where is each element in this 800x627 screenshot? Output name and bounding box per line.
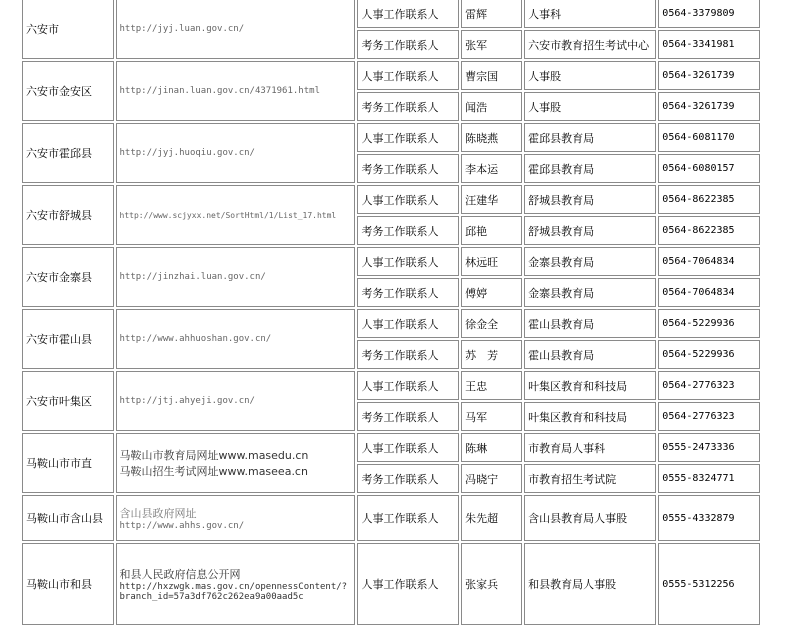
website-link[interactable]: http://jinzhai.luan.gov.cn/ <box>116 247 356 307</box>
role-cell: 人事工作联系人 <box>357 247 459 276</box>
phone-cell: 0564-7064834 <box>658 247 760 276</box>
name-cell: 汪建华 <box>461 185 522 214</box>
table-row <box>22 61 760 90</box>
website-link[interactable]: http://www.scjyxx.net/SortHtml/1/List_17.html <box>116 185 356 245</box>
name-cell: 徐金全 <box>461 309 522 338</box>
department-cell: 六安市教育招生考试中心 <box>524 30 656 59</box>
table-row <box>22 247 760 276</box>
role-cell: 人事工作联系人 <box>357 495 459 541</box>
region-cell: 马鞍山市市直 <box>22 433 114 493</box>
role-cell: 考务工作联系人 <box>357 402 459 431</box>
department-cell: 霍邱县教育局 <box>524 154 656 183</box>
name-cell: 张军 <box>461 30 522 59</box>
role-cell: 考务工作联系人 <box>357 92 459 121</box>
phone-cell: 0564-7064834 <box>658 278 760 307</box>
website-link[interactable]: http://www.ahhuoshan.gov.cn/ <box>116 309 356 369</box>
department-cell: 市教育招生考试院 <box>524 464 656 493</box>
name-cell: 王忠 <box>461 371 522 400</box>
name-cell: 陈晓燕 <box>461 123 522 152</box>
role-cell: 考务工作联系人 <box>357 278 459 307</box>
name-cell: 李本运 <box>461 154 522 183</box>
name-cell: 马军 <box>461 402 522 431</box>
role-cell: 人事工作联系人 <box>357 0 459 28</box>
table-row <box>22 185 760 214</box>
name-cell: 林远旺 <box>461 247 522 276</box>
table-row <box>22 123 760 152</box>
department-cell: 霍山县教育局 <box>524 340 656 369</box>
table-row <box>22 309 760 338</box>
role-cell: 考务工作联系人 <box>357 30 459 59</box>
role-cell: 考务工作联系人 <box>357 464 459 493</box>
region-cell: 六安市舒城县 <box>22 185 114 245</box>
role-cell: 人事工作联系人 <box>357 433 459 462</box>
phone-cell: 0564-2776323 <box>658 402 760 431</box>
department-cell: 市教育局人事科 <box>524 433 656 462</box>
department-cell: 金寨县教育局 <box>524 278 656 307</box>
department-cell: 人事科 <box>524 0 656 28</box>
table-row <box>22 433 760 462</box>
table-row <box>22 495 760 541</box>
name-cell: 苏 芳 <box>461 340 522 369</box>
name-cell: 闻浩 <box>461 92 522 121</box>
website-link[interactable]: http://jtj.ahyeji.gov.cn/ <box>116 371 356 431</box>
website-link[interactable]: 马鞍山市教育局网址www.masedu.cn <box>119 449 309 462</box>
website-label: 和县人民政府信息公开网 <box>119 568 241 581</box>
name-cell: 曹宗国 <box>461 61 522 90</box>
phone-cell: 0564-3379809 <box>658 0 760 28</box>
website-link[interactable]: branch_id=57a3df762c262ea9a00aad5c <box>119 592 304 602</box>
department-cell: 舒城县教育局 <box>524 185 656 214</box>
phone-cell: 0564-6081170 <box>658 123 760 152</box>
phone-cell: 0555-4332879 <box>658 495 760 541</box>
website-link[interactable]: http://jyj.luan.gov.cn/ <box>116 0 356 59</box>
phone-cell: 0564-5229936 <box>658 309 760 338</box>
department-cell: 叶集区教育和科技局 <box>524 402 656 431</box>
website-link[interactable]: 马鞍山招生考试网址www.maseea.cn <box>119 465 308 478</box>
website-cell <box>116 433 356 493</box>
phone-cell: 0564-3261739 <box>658 61 760 90</box>
department-cell: 叶集区教育和科技局 <box>524 371 656 400</box>
website-link[interactable]: http://www.ahhs.gov.cn/ <box>119 521 245 531</box>
region-cell: 六安市金安区 <box>22 61 114 121</box>
name-cell: 朱先超 <box>461 495 522 541</box>
phone-cell: 0564-8622385 <box>658 185 760 214</box>
region-cell: 六安市霍山县 <box>22 309 114 369</box>
region-cell: 马鞍山市含山县 <box>22 495 114 541</box>
name-cell: 张家兵 <box>461 543 522 625</box>
role-cell: 考务工作联系人 <box>357 340 459 369</box>
phone-cell: 0564-3261739 <box>658 92 760 121</box>
role-cell: 人事工作联系人 <box>357 543 459 625</box>
table-row <box>22 543 760 625</box>
role-cell: 人事工作联系人 <box>357 185 459 214</box>
role-cell: 考务工作联系人 <box>357 154 459 183</box>
website-link[interactable]: http://hxzwgk.mas.gov.cn/opennessContent/? <box>119 582 348 592</box>
department-cell: 人事股 <box>524 92 656 121</box>
department-cell: 金寨县教育局 <box>524 247 656 276</box>
name-cell: 雷辉 <box>461 0 522 28</box>
role-cell: 人事工作联系人 <box>357 309 459 338</box>
phone-cell: 0555-8324771 <box>658 464 760 493</box>
phone-cell: 0555-5312256 <box>658 543 760 625</box>
department-cell: 霍邱县教育局 <box>524 123 656 152</box>
role-cell: 考务工作联系人 <box>357 216 459 245</box>
contact-table <box>20 0 762 627</box>
region-cell: 六安市叶集区 <box>22 371 114 431</box>
region-cell: 六安市霍邱县 <box>22 123 114 183</box>
website-link[interactable]: http://jyj.huoqiu.gov.cn/ <box>116 123 356 183</box>
department-cell: 和县教育局人事股 <box>524 543 656 625</box>
role-cell: 人事工作联系人 <box>357 123 459 152</box>
role-cell: 人事工作联系人 <box>357 371 459 400</box>
name-cell: 冯晓宁 <box>461 464 522 493</box>
department-cell: 人事股 <box>524 61 656 90</box>
region-cell: 六安市 <box>22 0 114 59</box>
name-cell: 邱艳 <box>461 216 522 245</box>
department-cell: 霍山县教育局 <box>524 309 656 338</box>
phone-cell: 0564-8622385 <box>658 216 760 245</box>
website-cell <box>116 543 356 625</box>
role-cell: 人事工作联系人 <box>357 61 459 90</box>
region-cell: 马鞍山市和县 <box>22 543 114 625</box>
region-cell: 六安市金寨县 <box>22 247 114 307</box>
phone-cell: 0564-6080157 <box>658 154 760 183</box>
table-row <box>22 371 760 400</box>
name-cell: 陈琳 <box>461 433 522 462</box>
table-row <box>22 0 760 28</box>
website-cell <box>116 495 356 541</box>
website-label: 含山县政府网址 <box>119 507 197 520</box>
department-cell: 含山县教育局人事股 <box>524 495 656 541</box>
website-link[interactable]: http://jinan.luan.gov.cn/4371961.html <box>116 61 356 121</box>
name-cell: 傅婷 <box>461 278 522 307</box>
phone-cell: 0564-5229936 <box>658 340 760 369</box>
department-cell: 舒城县教育局 <box>524 216 656 245</box>
phone-cell: 0555-2473336 <box>658 433 760 462</box>
phone-cell: 0564-2776323 <box>658 371 760 400</box>
phone-cell: 0564-3341981 <box>658 30 760 59</box>
